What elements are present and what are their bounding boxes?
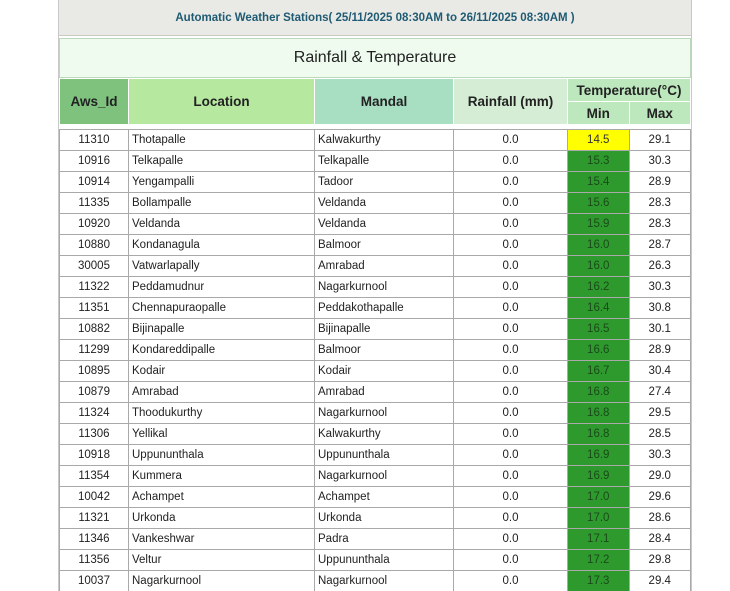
table-row bbox=[60, 445, 691, 466]
cell-mandal: Veldanda bbox=[315, 193, 454, 214]
cell-mandal: Achampet bbox=[315, 487, 454, 508]
cell-rainfall: 0.0 bbox=[454, 571, 568, 591]
cell-location: Uppununthala bbox=[129, 445, 315, 466]
cell-mandal: Nagarkurnool bbox=[315, 571, 454, 591]
cell-max: 29.0 bbox=[629, 466, 691, 487]
cell-min: 16.0 bbox=[568, 235, 630, 256]
cell-max: 29.5 bbox=[629, 403, 691, 424]
cell-max: 29.4 bbox=[629, 571, 691, 591]
cell-rainfall: 0.0 bbox=[454, 529, 568, 550]
table-row bbox=[60, 424, 691, 445]
cell-aws-id: 11322 bbox=[60, 277, 129, 298]
cell-mandal: Nagarkurnool bbox=[315, 466, 454, 487]
cell-min: 17.2 bbox=[568, 550, 630, 571]
cell-location: Kondanagula bbox=[129, 235, 315, 256]
cell-rainfall: 0.0 bbox=[454, 151, 568, 172]
cell-location: Vankeshwar bbox=[129, 529, 315, 550]
cell-location: Urkonda bbox=[129, 508, 315, 529]
cell-aws-id: 11310 bbox=[60, 130, 129, 151]
cell-min: 16.9 bbox=[568, 466, 630, 487]
table-row bbox=[60, 277, 691, 298]
table-row bbox=[60, 214, 691, 235]
cell-aws-id: 10895 bbox=[60, 361, 129, 382]
cell-min: 15.6 bbox=[568, 193, 630, 214]
table-row bbox=[60, 130, 691, 151]
cell-max: 30.3 bbox=[629, 445, 691, 466]
report-frame bbox=[58, 0, 692, 591]
cell-location: Peddamudnur bbox=[129, 277, 315, 298]
cell-aws-id: 10042 bbox=[60, 487, 129, 508]
cell-rainfall: 0.0 bbox=[454, 403, 568, 424]
cell-rainfall: 0.0 bbox=[454, 466, 568, 487]
cell-min: 16.7 bbox=[568, 361, 630, 382]
header-max: Max bbox=[629, 102, 691, 125]
table-row bbox=[60, 193, 691, 214]
cell-aws-id: 30005 bbox=[60, 256, 129, 277]
cell-mandal: Padra bbox=[315, 529, 454, 550]
table-row bbox=[60, 172, 691, 193]
table-row bbox=[60, 466, 691, 487]
table-row bbox=[60, 403, 691, 424]
cell-location: Yengampalli bbox=[129, 172, 315, 193]
cell-rainfall: 0.0 bbox=[454, 424, 568, 445]
cell-location: Nagarkurnool bbox=[129, 571, 315, 591]
table-row bbox=[60, 550, 691, 571]
cell-aws-id: 10920 bbox=[60, 214, 129, 235]
cell-rainfall: 0.0 bbox=[454, 550, 568, 571]
cell-location: Vatwarlapally bbox=[129, 256, 315, 277]
cell-max: 30.1 bbox=[629, 319, 691, 340]
table-row bbox=[60, 529, 691, 550]
table-row bbox=[60, 298, 691, 319]
cell-rainfall: 0.0 bbox=[454, 256, 568, 277]
header-temperature: Temperature(°C) bbox=[568, 79, 691, 102]
cell-rainfall: 0.0 bbox=[454, 214, 568, 235]
header-rainfall: Rainfall (mm) bbox=[454, 79, 568, 125]
cell-location: Kummera bbox=[129, 466, 315, 487]
table-row bbox=[60, 361, 691, 382]
cell-location: Kodair bbox=[129, 361, 315, 382]
cell-rainfall: 0.0 bbox=[454, 487, 568, 508]
table-row bbox=[60, 151, 691, 172]
cell-aws-id: 10880 bbox=[60, 235, 129, 256]
cell-rainfall: 0.0 bbox=[454, 382, 568, 403]
cell-max: 29.6 bbox=[629, 487, 691, 508]
cell-max: 30.8 bbox=[629, 298, 691, 319]
cell-mandal: Amrabad bbox=[315, 256, 454, 277]
cell-rainfall: 0.0 bbox=[454, 445, 568, 466]
cell-rainfall: 0.0 bbox=[454, 235, 568, 256]
cell-mandal: Nagarkurnool bbox=[315, 277, 454, 298]
cell-location: Veltur bbox=[129, 550, 315, 571]
header-location: Location bbox=[129, 79, 315, 125]
cell-min: 14.5 bbox=[568, 130, 630, 151]
cell-aws-id: 11306 bbox=[60, 424, 129, 445]
cell-mandal: Kalwakurthy bbox=[315, 424, 454, 445]
cell-mandal: Veldanda bbox=[315, 214, 454, 235]
cell-max: 30.3 bbox=[629, 277, 691, 298]
cell-aws-id: 11351 bbox=[60, 298, 129, 319]
table-row bbox=[60, 382, 691, 403]
cell-max: 30.3 bbox=[629, 151, 691, 172]
cell-mandal: Balmoor bbox=[315, 235, 454, 256]
cell-mandal: Peddakothapalle bbox=[315, 298, 454, 319]
table-row bbox=[60, 235, 691, 256]
cell-rainfall: 0.0 bbox=[454, 340, 568, 361]
cell-mandal: Kodair bbox=[315, 361, 454, 382]
cell-aws-id: 11299 bbox=[60, 340, 129, 361]
cell-max: 28.3 bbox=[629, 214, 691, 235]
header-min: Min bbox=[568, 102, 630, 125]
cell-location: Bollampalle bbox=[129, 193, 315, 214]
cell-min: 16.6 bbox=[568, 340, 630, 361]
cell-aws-id: 10914 bbox=[60, 172, 129, 193]
cell-max: 28.3 bbox=[629, 193, 691, 214]
table-subtitle: Rainfall & Temperature bbox=[59, 38, 691, 78]
cell-location: Kondareddipalle bbox=[129, 340, 315, 361]
cell-rainfall: 0.0 bbox=[454, 361, 568, 382]
cell-rainfall: 0.0 bbox=[454, 508, 568, 529]
cell-aws-id: 11356 bbox=[60, 550, 129, 571]
cell-min: 16.2 bbox=[568, 277, 630, 298]
cell-location: Achampet bbox=[129, 487, 315, 508]
cell-rainfall: 0.0 bbox=[454, 298, 568, 319]
cell-max: 28.9 bbox=[629, 172, 691, 193]
cell-mandal: Urkonda bbox=[315, 508, 454, 529]
cell-max: 27.4 bbox=[629, 382, 691, 403]
cell-aws-id: 11324 bbox=[60, 403, 129, 424]
cell-rainfall: 0.0 bbox=[454, 193, 568, 214]
cell-aws-id: 10037 bbox=[60, 571, 129, 591]
cell-mandal: Tadoor bbox=[315, 172, 454, 193]
cell-mandal: Telkapalle bbox=[315, 151, 454, 172]
table-row bbox=[60, 319, 691, 340]
cell-min: 17.0 bbox=[568, 487, 630, 508]
table-body bbox=[60, 125, 691, 591]
table-row bbox=[60, 256, 691, 277]
report-title: Automatic Weather Stations( 25/11/2025 08:30AM to 26/11/2025 08:30AM ) bbox=[59, 0, 691, 36]
cell-location: Telkapalle bbox=[129, 151, 315, 172]
cell-min: 15.3 bbox=[568, 151, 630, 172]
table-row bbox=[60, 571, 691, 591]
cell-aws-id: 11321 bbox=[60, 508, 129, 529]
cell-max: 29.8 bbox=[629, 550, 691, 571]
cell-mandal: Amrabad bbox=[315, 382, 454, 403]
cell-mandal: Kalwakurthy bbox=[315, 130, 454, 151]
cell-min: 16.8 bbox=[568, 403, 630, 424]
cell-location: Amrabad bbox=[129, 382, 315, 403]
cell-aws-id: 10916 bbox=[60, 151, 129, 172]
cell-aws-id: 11335 bbox=[60, 193, 129, 214]
cell-max: 28.6 bbox=[629, 508, 691, 529]
cell-location: Veldanda bbox=[129, 214, 315, 235]
table-row bbox=[60, 340, 691, 361]
header-aws-id: Aws_Id bbox=[60, 79, 129, 125]
cell-aws-id: 10882 bbox=[60, 319, 129, 340]
cell-max: 28.7 bbox=[629, 235, 691, 256]
cell-aws-id: 10879 bbox=[60, 382, 129, 403]
cell-max: 30.4 bbox=[629, 361, 691, 382]
table-row bbox=[60, 487, 691, 508]
cell-aws-id: 11346 bbox=[60, 529, 129, 550]
cell-location: Chennapuraopalle bbox=[129, 298, 315, 319]
cell-min: 16.8 bbox=[568, 424, 630, 445]
cell-location: Thoodukurthy bbox=[129, 403, 315, 424]
cell-min: 16.0 bbox=[568, 256, 630, 277]
cell-min: 17.0 bbox=[568, 508, 630, 529]
header-mandal: Mandal bbox=[315, 79, 454, 125]
cell-min: 15.9 bbox=[568, 214, 630, 235]
cell-min: 17.3 bbox=[568, 571, 630, 591]
cell-max: 28.4 bbox=[629, 529, 691, 550]
cell-location: Yellikal bbox=[129, 424, 315, 445]
cell-rainfall: 0.0 bbox=[454, 130, 568, 151]
cell-aws-id: 11354 bbox=[60, 466, 129, 487]
cell-mandal: Nagarkurnool bbox=[315, 403, 454, 424]
cell-location: Thotapalle bbox=[129, 130, 315, 151]
cell-rainfall: 0.0 bbox=[454, 172, 568, 193]
cell-min: 16.8 bbox=[568, 382, 630, 403]
cell-mandal: Uppununthala bbox=[315, 550, 454, 571]
cell-mandal: Bijinapalle bbox=[315, 319, 454, 340]
cell-rainfall: 0.0 bbox=[454, 319, 568, 340]
cell-aws-id: 10918 bbox=[60, 445, 129, 466]
table-row bbox=[60, 508, 691, 529]
weather-table bbox=[59, 78, 691, 591]
cell-mandal: Balmoor bbox=[315, 340, 454, 361]
cell-max: 28.5 bbox=[629, 424, 691, 445]
cell-min: 16.5 bbox=[568, 319, 630, 340]
cell-min: 15.4 bbox=[568, 172, 630, 193]
cell-min: 16.9 bbox=[568, 445, 630, 466]
cell-mandal: Uppununthala bbox=[315, 445, 454, 466]
cell-min: 17.1 bbox=[568, 529, 630, 550]
cell-min: 16.4 bbox=[568, 298, 630, 319]
cell-max: 28.9 bbox=[629, 340, 691, 361]
cell-max: 29.1 bbox=[629, 130, 691, 151]
cell-rainfall: 0.0 bbox=[454, 277, 568, 298]
cell-max: 26.3 bbox=[629, 256, 691, 277]
cell-location: Bijinapalle bbox=[129, 319, 315, 340]
